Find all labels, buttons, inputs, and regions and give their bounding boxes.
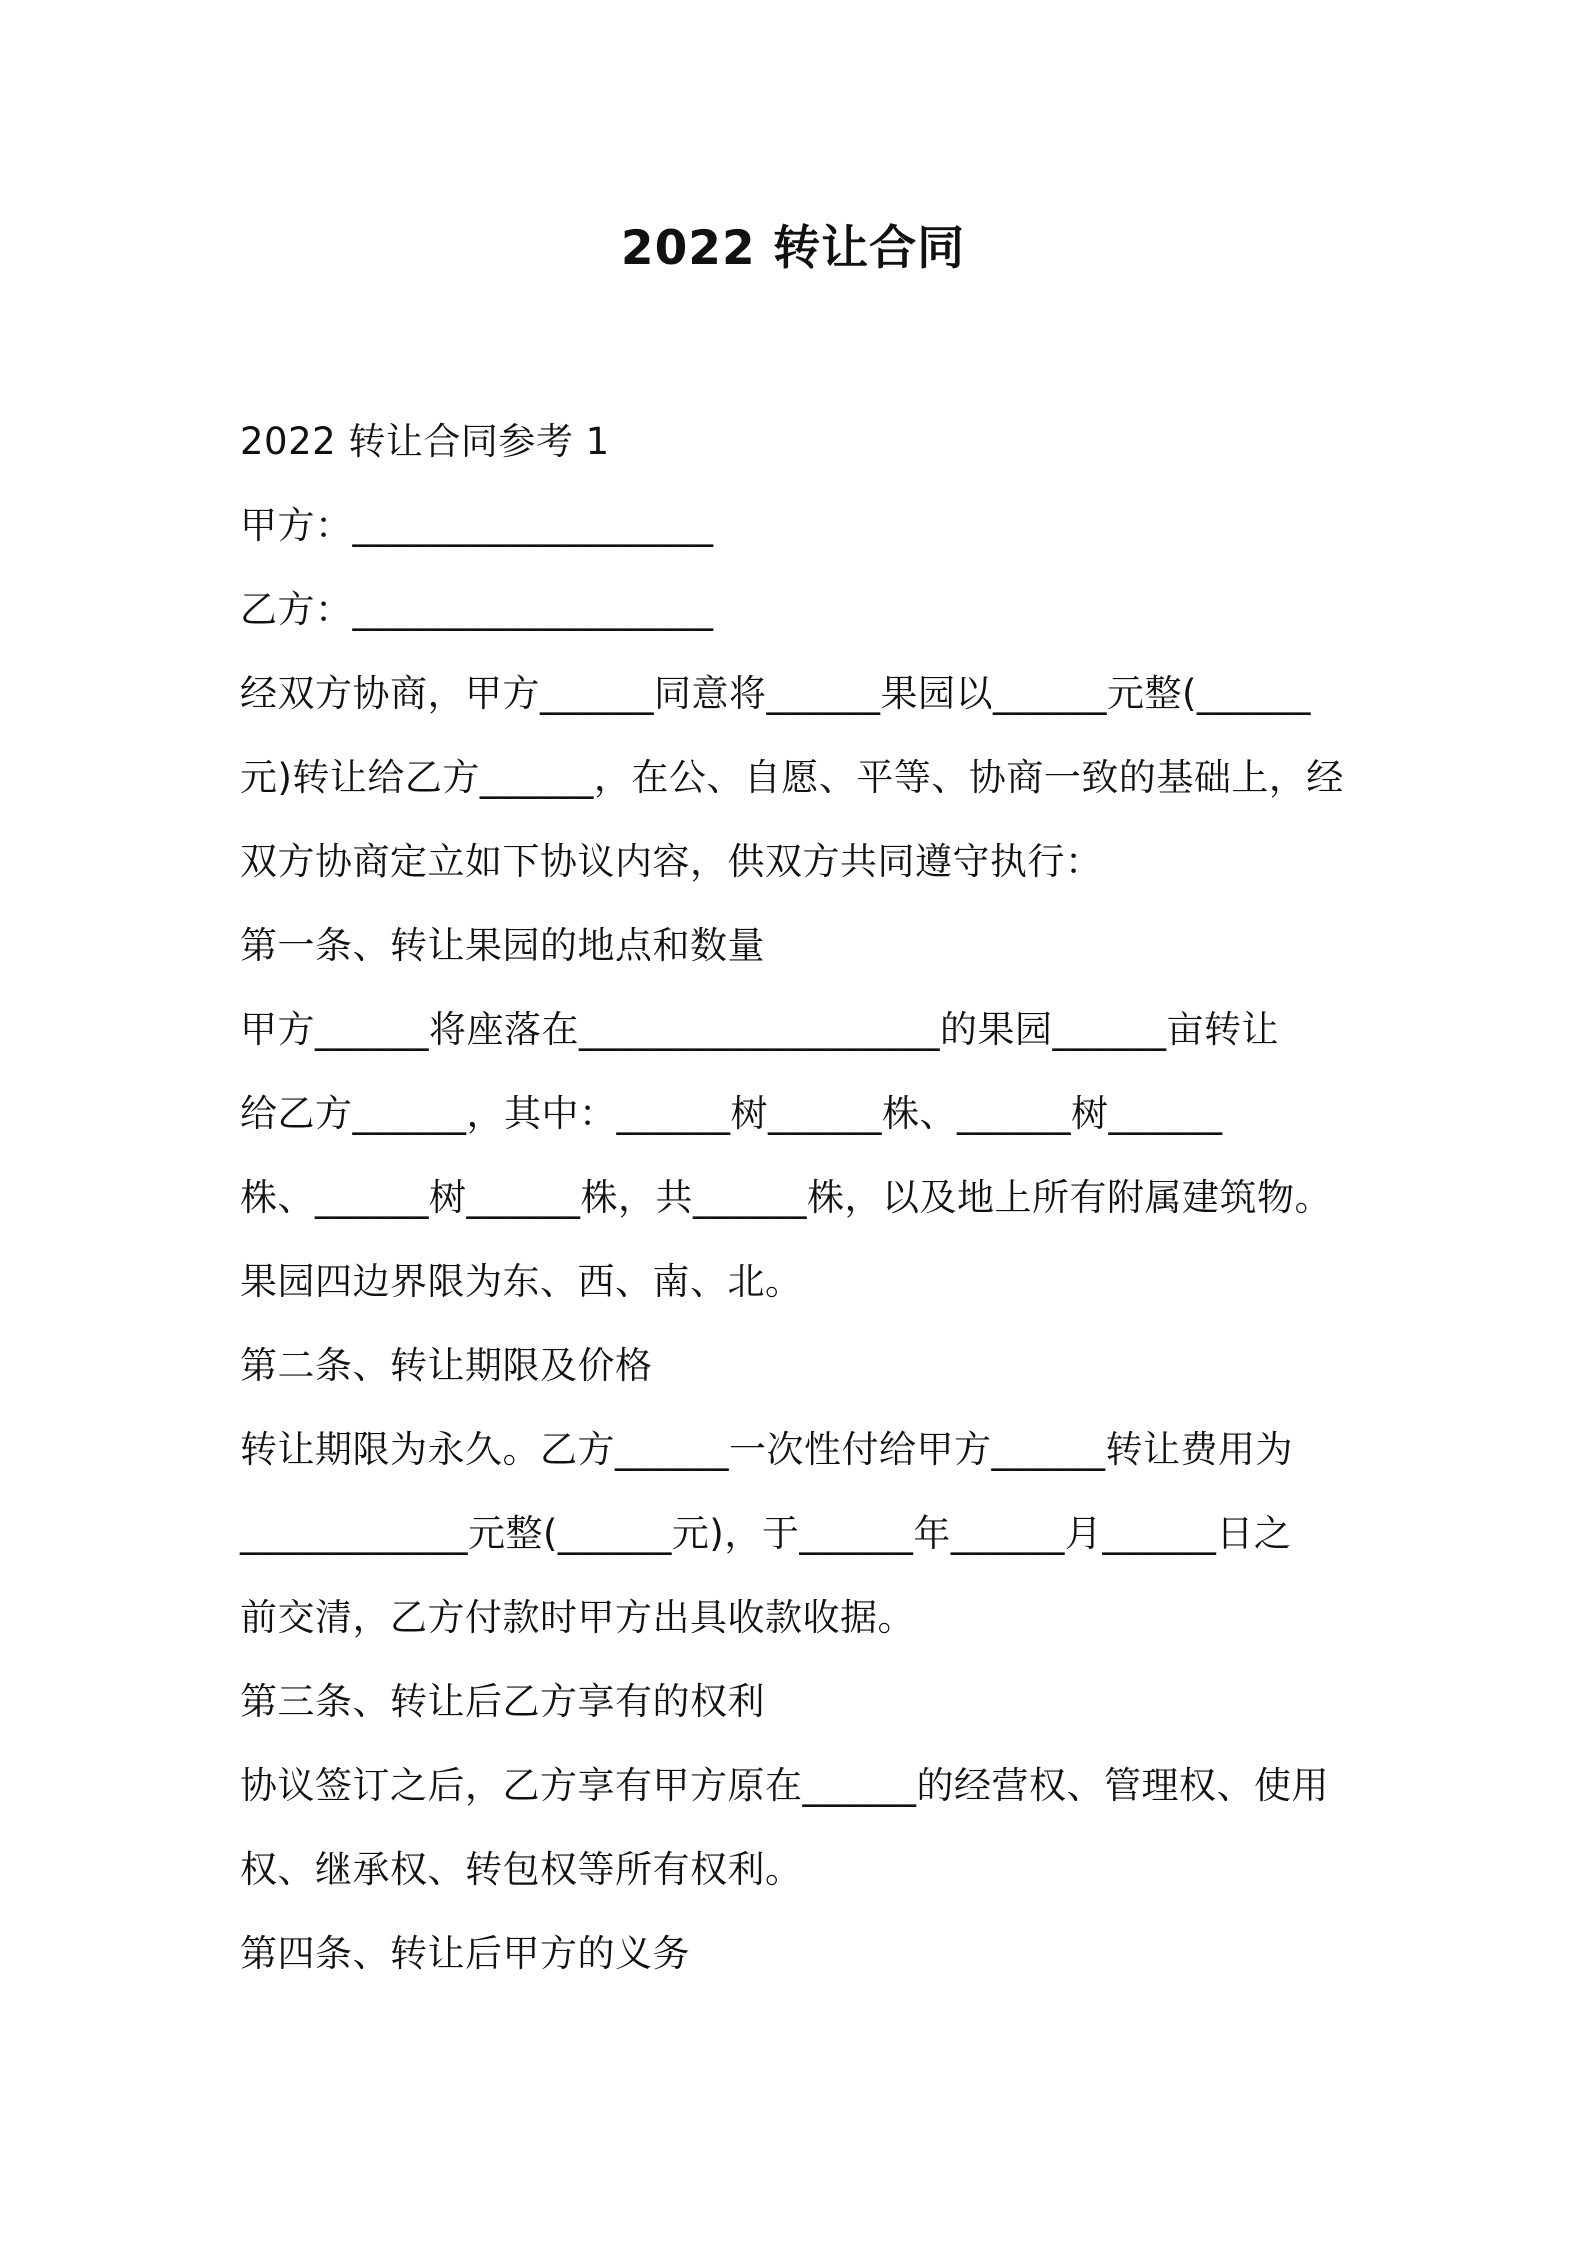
document-body	[240, 400, 1360, 1996]
subtitle-line: 2022 转让合同参考 1	[240, 420, 610, 463]
paragraph-line: 甲方______将座落在___________________的果园______亩转让	[240, 1008, 1279, 1051]
article-heading: 第四条、转让后甲方的义务	[240, 1932, 690, 1975]
paragraph-line: 果园四边界限为东、西、南、北。	[240, 1260, 803, 1303]
paragraph-line: 前交清，乙方付款时甲方出具收款收据。	[240, 1596, 915, 1639]
paragraph-line: 株、______树______株，共______株，以及地上所有附属建筑物。	[240, 1176, 1332, 1219]
article-heading: 第三条、转让后乙方享有的权利	[240, 1680, 765, 1723]
article-heading: 第二条、转让期限及价格	[240, 1344, 653, 1387]
paragraph-line: 元)转让给乙方______，在公、自愿、平等、协商一致的基础上，经	[240, 756, 1344, 799]
paragraph-line: 转让期限为永久。乙方______一次性付给甲方______转让费用为	[240, 1428, 1293, 1471]
article-heading: 第一条、转让果园的地点和数量	[240, 924, 765, 967]
paragraph-line: 给乙方______，其中：______树______株、______树______	[240, 1092, 1223, 1135]
paragraph-line: 权、继承权、转包权等所有权利。	[240, 1848, 803, 1891]
paragraph-line: 经双方协商，甲方______同意将______果园以______元整(______	[240, 672, 1311, 715]
paragraph-line: 双方协商定立如下协议内容，供双方共同遵守执行：	[240, 840, 1103, 883]
party-b-line: 乙方：___________________	[240, 588, 714, 631]
paragraph-line: 协议签订之后，乙方享有甲方原在______的经营权、管理权、使用	[240, 1764, 1329, 1807]
document-title: 2022 转让合同	[620, 221, 966, 276]
paragraph-line: ____________元整(______元)，于______年______月______日之	[240, 1512, 1292, 1555]
party-a-line: 甲方：___________________	[240, 504, 714, 547]
